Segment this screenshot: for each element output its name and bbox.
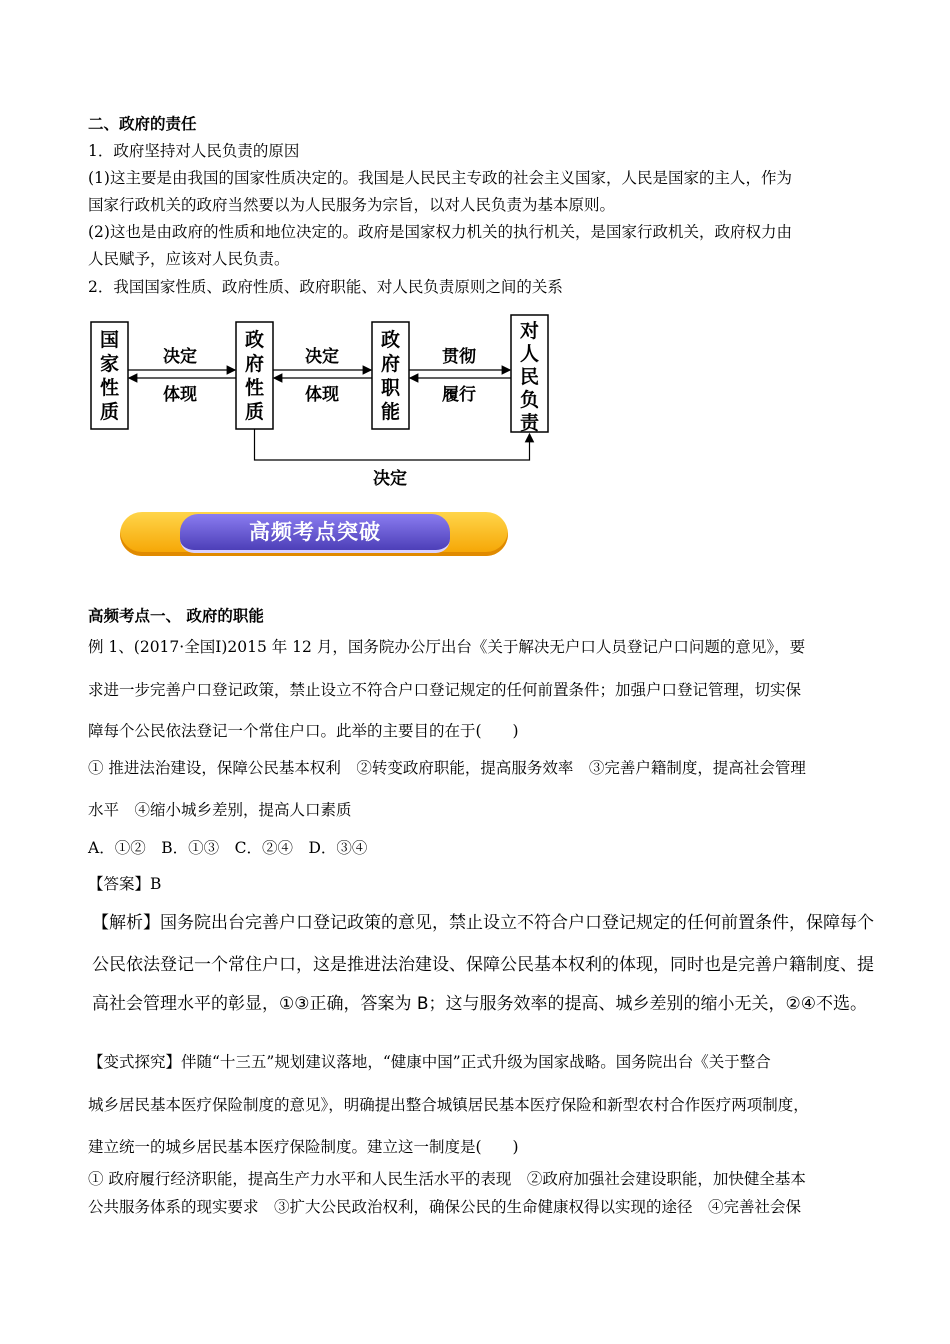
arrow2-bottom-label: 体现 bbox=[305, 385, 339, 405]
variant-options-line-2: 公共服务体系的现实要求 ③扩大公民政治权利，确保公民的生命健康权得以实现的途径 ④完善社会保 bbox=[88, 1198, 802, 1216]
box3-char: 政 bbox=[380, 329, 401, 351]
box2-char: 质 bbox=[244, 401, 265, 423]
box2-char: 政 bbox=[244, 329, 265, 351]
answer-choices: A．①② B．①③ C．②④ D．③④ bbox=[88, 839, 368, 857]
bottom-connector-label: 决定 bbox=[373, 469, 407, 489]
box4-char: 对 bbox=[519, 320, 540, 342]
box3-char: 府 bbox=[380, 353, 401, 375]
options-line-2: 水平 ④缩小城乡差别，提高人口素质 bbox=[88, 801, 352, 819]
question-line-2: 求进一步完善户口登记政策，禁止设立不符合户口登记规定的任何前置条件；加强户口登记管理，切实保 bbox=[88, 681, 802, 699]
banner bbox=[120, 512, 508, 556]
arrow3-top-label: 贯彻 bbox=[442, 347, 476, 367]
variant-line-3: 建立统一的城乡居民基本医疗保险制度。建立这一制度是( ) bbox=[88, 1138, 519, 1156]
analysis-line-2: 公民依法登记一个常住户口，这是推进法治建设、保障公民基本权利的体现，同时也是完善户籍制度、提 bbox=[92, 955, 874, 975]
box4-char: 民 bbox=[519, 366, 540, 388]
item-2-title: 2．我国国家性质、政府性质、政府职能、对人民负责原则之间的关系 bbox=[88, 278, 563, 296]
box1-char: 性 bbox=[99, 377, 120, 399]
options-line-1: ① 推进法治建设，保障公民基本权利 ②转变政府职能，提高服务效率 ③完善户籍制度，提高社会管理 bbox=[88, 759, 806, 777]
paragraph-2-line-1: (2)这也是由政府的性质和地位决定的。政府是国家权力机关的执行机关，是国家行政机关，政府权力由 bbox=[88, 223, 792, 241]
variant-options-line-1: ① 政府履行经济职能，提高生产力水平和人民生活水平的表现 ②政府加强社会建设职能，加快健全基本 bbox=[88, 1170, 806, 1188]
box4-char: 责 bbox=[519, 412, 540, 434]
paragraph-1-line-1: (1)这主要是由我国的国家性质决定的。我国是人民民主专政的社会主义国家，人民是国家的主人，作为 bbox=[88, 169, 792, 187]
paragraph-1-line-2: 国家行政机关的政府当然要以为人民服务为宗旨，以对人民负责为基本原则。 bbox=[88, 196, 616, 214]
paragraph-2-line-2: 人民赋予，应该对人民负责。 bbox=[88, 250, 290, 268]
arrow3-bottom-label: 履行 bbox=[442, 385, 476, 405]
arrow1-top-label: 决定 bbox=[163, 347, 197, 367]
box2-char: 府 bbox=[244, 353, 265, 375]
variant-line-2: 城乡居民基本医疗保险制度的意见》，明确提出整合城镇居民基本医疗保险和新型农村合作医疗两项制度， bbox=[88, 1096, 809, 1114]
question-line-3: 障每个公民依法登记一个常住户口。此举的主要目的在于( ) bbox=[88, 722, 519, 740]
box1-char: 国 bbox=[99, 329, 120, 351]
relationship-diagram bbox=[0, 308, 950, 508]
arrow1-bottom-label: 体现 bbox=[163, 385, 197, 405]
box3-char: 能 bbox=[380, 401, 401, 423]
box4-char: 负 bbox=[519, 389, 540, 411]
variant-line-1: 【变式探究】伴随“十三五”规划建议落地，“健康中国”正式升级为国家战略。国务院出台《关于整合 bbox=[88, 1053, 771, 1071]
bottom-connector-arrow bbox=[255, 429, 530, 460]
point-1-heading: 高频考点一、 政府的职能 bbox=[88, 606, 264, 625]
box1-char: 家 bbox=[99, 353, 120, 375]
section-heading: 二、政府的责任 bbox=[88, 114, 197, 133]
arrow2-top-label: 决定 bbox=[305, 347, 339, 367]
banner-title: 高频考点突破 bbox=[180, 514, 450, 553]
box1-char: 质 bbox=[99, 401, 120, 423]
question-line-1: 例 1、(2017·全国Ⅰ)2015 年 12 月，国务院办公厅出台《关于解决无户口人员登记户口问题的意见》，要 bbox=[88, 638, 806, 656]
analysis-line-1: 【解析】国务院出台完善户口登记政策的意见，禁止设立不符合户口登记规定的任何前置条件，保障每个 bbox=[92, 913, 874, 933]
box2-char: 性 bbox=[244, 377, 265, 399]
box4-char: 人 bbox=[519, 343, 540, 365]
box3-char: 职 bbox=[380, 377, 401, 399]
answer: 【答案】B bbox=[88, 875, 162, 893]
analysis-line-3: 高社会管理水平的彰显，①③正确，答案为 B；这与服务效率的提高、城乡差别的缩小无关，②④不选。 bbox=[92, 994, 868, 1014]
item-1-title: 1．政府坚持对人民负责的原因 bbox=[88, 142, 300, 160]
